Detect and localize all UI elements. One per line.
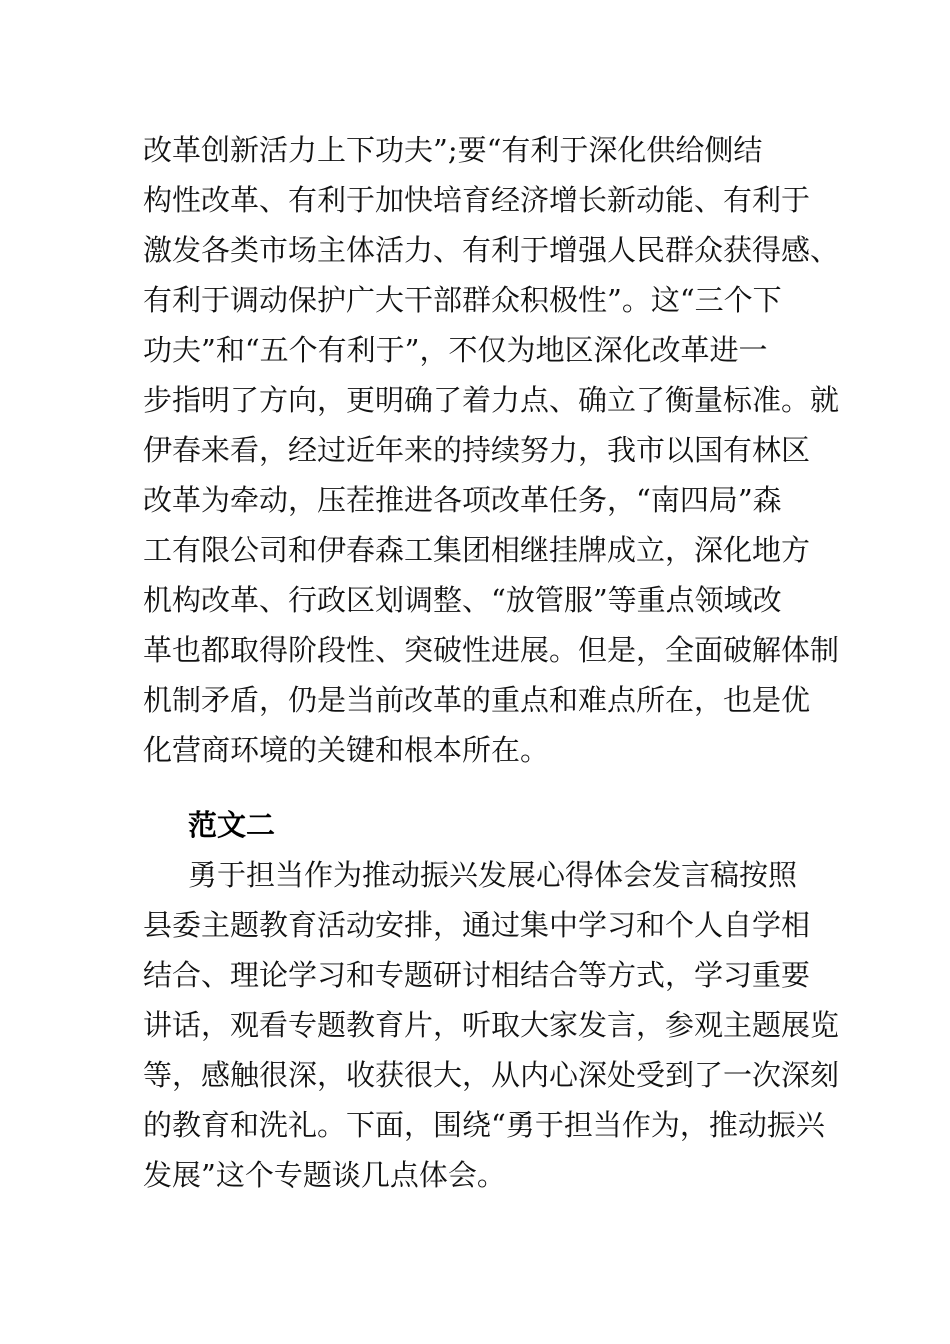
paragraph-2-line: 勇于担当作为推动振兴发展心得体会发言稿按照 <box>188 858 798 892</box>
paragraph-1-line: 化营商环境的关键和根本所在。 <box>143 733 550 767</box>
paragraph-1-line: 机构改革、行政区划调整、“放管服”等重点领域改 <box>143 583 782 617</box>
paragraph-1-line: 有利于调动保护广大干部群众积极性”。这“三个下 <box>143 283 782 317</box>
paragraph-1-line: 革也都取得阶段性、突破性进展。但是，全面破解体制 <box>143 633 840 667</box>
paragraph-2-line: 县委主题教育活动安排，通过集中学习和个人自学相 <box>143 908 811 942</box>
paragraph-2-line: 发展”这个专题谈几点体会。 <box>143 1158 506 1192</box>
paragraph-1-line: 机制矛盾，仍是当前改革的重点和难点所在，也是优 <box>143 683 811 717</box>
paragraph-2-line: 等，感触很深，收获很大，从内心深处受到了一次深刻 <box>143 1058 840 1092</box>
paragraph-2-line: 结合、理论学习和专题研讨相结合等方式，学习重要 <box>143 958 811 992</box>
paragraph-2-line: 讲话，观看专题教育片，听取大家发言，参观主题展览 <box>143 1008 840 1042</box>
paragraph-1-line: 工有限公司和伊春森工集团相继挂牌成立，深化地方 <box>143 533 811 567</box>
paragraph-1-line: 功夫”和“五个有利于”，不仅为地区深化改革进一 <box>143 333 768 367</box>
paragraph-1-line: 改革为牵动，压茬推进各项改革任务，“南四局”森 <box>143 483 782 517</box>
paragraph-1-line: 伊春来看，经过近年来的持续努力，我市以国有林区 <box>143 433 811 467</box>
paragraph-1-line: 步指明了方向，更明确了着力点、确立了衡量标准。就 <box>143 383 840 417</box>
section-heading: 范文二 <box>188 808 276 842</box>
paragraph-1-line: 构性改革、有利于加快培育经济增长新动能、有利于 <box>143 183 811 217</box>
paragraph-1-line: 激发各类市场主体活力、有利于增强人民群众获得感、 <box>143 233 840 267</box>
paragraph-1-line: 改革创新活力上下功夫”;要“有利于深化供给侧结 <box>143 133 763 167</box>
paragraph-2-line: 的教育和洗礼。下面，围绕“勇于担当作为，推动振兴 <box>143 1108 825 1142</box>
